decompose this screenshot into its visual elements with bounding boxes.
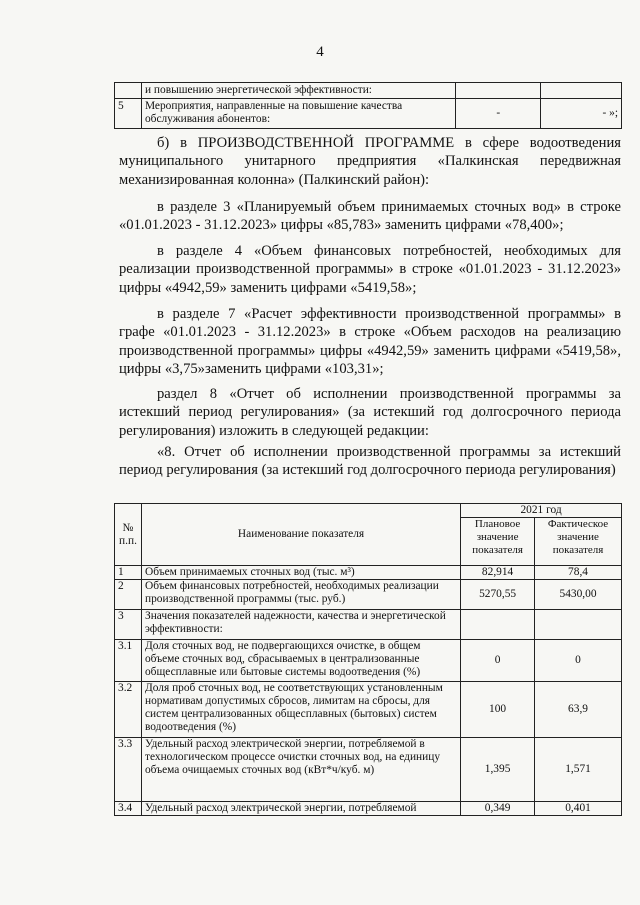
fact-value: - »; (541, 99, 622, 129)
plan-value (461, 610, 535, 640)
plan-value: - (456, 99, 541, 129)
table-row (115, 99, 622, 129)
row-number: 1 (115, 566, 142, 580)
row-number (115, 83, 142, 99)
table-row (115, 566, 622, 580)
plan-value: 1,395 (461, 738, 535, 802)
indicator-name: и повышению энергетической эффективности: (141, 83, 455, 99)
plan-value: 5270,55 (461, 580, 535, 610)
table-row (115, 83, 622, 99)
plan-value: 0 (461, 640, 535, 682)
plan-value: 82,914 (461, 566, 535, 580)
row-number: 3.1 (115, 640, 142, 682)
fact-value: 63,9 (535, 682, 622, 738)
table-row (115, 610, 622, 640)
indicator-name: Значения показателей надежности, качества и энергетической эффективности: (141, 610, 460, 640)
row-number: 2 (115, 580, 142, 610)
indicator-name: Мероприятия, направленные на повышение качества обслуживания абонентов: (141, 99, 455, 129)
report-table (114, 503, 622, 816)
row-number: 3.4 (115, 802, 142, 816)
indicator-name: Объем финансовых потребностей, необходимых реализации производственной программы (тыс. руб.) (141, 580, 460, 610)
fact-value (541, 83, 622, 99)
indicator-name: Доля сточных вод, не подвергающихся очистке, в общем объеме сточных вод, сбрасываемых в централизованные общесплавные или бытовые системы водоотведения (%) (141, 640, 460, 682)
fact-value: 1,571 (535, 738, 622, 802)
indicator-name: Удельный расход электрической энергии, потребляемой в технологическом процессе очистки сточных вод, на единицу объема очищаемых сточных вод (кВт*ч/куб. м) (141, 738, 460, 802)
top-table-fragment (114, 82, 622, 129)
report-heading: «8. Отчет об исполнении производственной программы за истекший период регулирования (за истекший год долгосрочного периода регулирования) (119, 444, 621, 479)
header-fact: Фактическое значение показателя (535, 518, 622, 566)
plan-value: 0,349 (461, 802, 535, 816)
row-number: 3.2 (115, 682, 142, 738)
paragraph-section-3: в разделе 3 «Планируемый объем принимаемых сточных вод» в строке «01.01.2023 - 31.12.2023» цифры «85,783» заменить цифрами «78,400»; (119, 199, 621, 234)
row-number: 3 (115, 610, 142, 640)
indicator-name: Удельный расход электрической энергии, потребляемой (141, 802, 460, 816)
fact-value: 0,401 (535, 802, 622, 816)
header-num: № п.п. (115, 504, 142, 566)
fact-value: 0 (535, 640, 622, 682)
table-row (115, 640, 622, 682)
paragraph-section-4: в разделе 4 «Объем финансовых потребностей, необходимых для реализации производственной программы» в строке «01.01.2023 - 31.12.2023» цифры «4942,59» заменить цифрами «5419,58»; (119, 243, 621, 296)
row-number: 5 (115, 99, 142, 129)
page-number: 4 (316, 44, 324, 60)
paragraph-section-8: раздел 8 «Отчет об исполнении производственной программы за истекший период регулирования» (за истекший год долгосрочного периода регулирования) изложить в следующей редакции: (119, 386, 621, 439)
table-row (115, 580, 622, 610)
table-header-row (115, 504, 622, 518)
indicator-name: Доля проб сточных вод, не соответствующих установленным нормативам допустимых сбросов, лимитам на сбросы, для систем централизованных общесплавных (бытовых) систем водоотведения (%) (141, 682, 460, 738)
fact-value: 78,4 (535, 566, 622, 580)
paragraph-section-7: в разделе 7 «Расчет эффективности производственной программы» в графе «01.01.2023 - 31.12.2023» в строке «Объем расходов на реализацию производственной программы» цифры «4942,59» заменить цифрами «5419,58», цифры «3,75»заменить цифрами «103,31»; (119, 306, 621, 378)
fact-value: 5430,00 (535, 580, 622, 610)
table-row (115, 738, 622, 802)
row-number: 3.3 (115, 738, 142, 802)
plan-value: 100 (461, 682, 535, 738)
paragraph-b: б) в ПРОИЗВОДСТВЕННОЙ ПРОГРАММЕ в сфере водоотведения муниципального унитарного предприятия «Палкинская передвижная механизированная колонна» (Палкинский район): (119, 135, 621, 188)
indicator-name: Объем принимаемых сточных вод (тыс. м³) (141, 566, 460, 580)
table-row (115, 802, 622, 816)
fact-value (535, 610, 622, 640)
table-row (115, 682, 622, 738)
plan-value (456, 83, 541, 99)
header-plan: Плановое значение показателя (461, 518, 535, 566)
header-year: 2021 год (461, 504, 622, 518)
header-name: Наименование показателя (141, 504, 460, 566)
